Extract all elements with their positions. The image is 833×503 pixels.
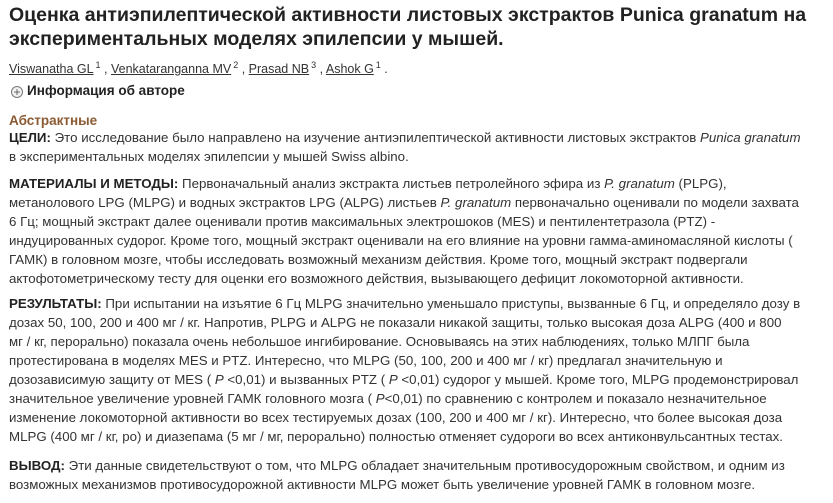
methods-text: индуцированных судорог. Кроме того, мощный экстракт оценивали на его влияние на уровни гамма-аминомасляной кислоты (: [9, 233, 793, 248]
author-list: [9, 57, 388, 77]
methods-text: (PLPG),: [674, 176, 727, 191]
results-text: <0,01) судорог у мышей. Кроме того, MLPG продемонстрировал: [397, 372, 799, 387]
abstract-conclusion: [9, 456, 825, 494]
author-info-label: Информация об авторе: [27, 83, 185, 98]
methods-text: первоначально оценивали по модели захвата: [511, 195, 799, 210]
methods-species: P. granatum: [604, 176, 675, 191]
results-text: протестирована в моделях MES и PTZ. Интересно, что MLPG (50, 100, 200 и 400 мг / кг) предлагал значительную и: [9, 353, 723, 368]
results-text: значительное увеличение уровней ГАМК головного мозга (: [9, 391, 376, 406]
goals-text: в экспериментальных моделях эпилепсии у мышей Swiss albino.: [9, 149, 409, 164]
methods-species: P. granatum: [440, 195, 512, 210]
abstract-methods: [9, 174, 825, 288]
results-text: мг / кг, перорально) показала очень небольшое ингибирование. Основываясь на этих наблюдениях, только МЛПГ была: [9, 334, 750, 349]
author-affiliation-1: 1: [95, 60, 101, 70]
author-link-2[interactable]: Venkataranganna MV: [110, 62, 232, 76]
results-text: дозозависимую защиту от MES (: [9, 372, 215, 387]
methods-label: МАТЕРИАЛЫ И МЕТОДЫ:: [9, 176, 179, 191]
author-separator: ,: [316, 62, 326, 76]
results-label: РЕЗУЛЬТАТЫ:: [9, 296, 102, 311]
results-text: MLPG (400 мг / кг, ро) и диазепама (5 мг / мг, перорально) полностью отменяет судороги во всех антиконвульсантных тестах.: [9, 429, 783, 444]
expand-plus-icon[interactable]: +: [11, 86, 23, 98]
methods-text: метанолового LPG (MLPG) и водных экстрактов LPG (ALPG) листьев: [9, 195, 441, 210]
author-separator: ,: [238, 62, 249, 76]
author-link-3[interactable]: Prasad NB: [248, 62, 310, 76]
results-text: изменение локомоторной активности во всех тестируемых дозах (100, 200 и 400 мг / кг). Интересно, что более высокая доза: [9, 410, 783, 425]
results-text: дозах 50, 100, 200 и 400 мг / кг. Напротив, PLPG и ALPG не показали никакой защиты, только высокая доза ALPG (400 и 800: [9, 315, 782, 330]
abstract-goals: [9, 128, 825, 166]
author-affiliation-3: 3: [311, 60, 317, 70]
goals-label: ЦЕЛИ:: [9, 130, 51, 145]
conclusion-text: Эти данные свидетельствуют о том, что MLPG обладает значительным противосудорожным свойством, и одним из: [64, 458, 785, 473]
p-value-symbol: P: [214, 372, 224, 387]
conclusion-text: возможных механизмов противосудорожной активности MLPG может быть увеличение уровней ГАМК в головном мозге.: [9, 477, 756, 492]
article-title-line-1: Оценка антиэпилептической активности листовых экстрактов Punica granatum на: [9, 4, 807, 26]
author-link-4[interactable]: Ashok G: [325, 62, 374, 76]
p-value-symbol: P: [375, 391, 385, 406]
author-separator: .: [380, 62, 388, 76]
article-title-line-2: экспериментальных моделях эпилепсии у мышей.: [9, 28, 504, 50]
author-info-toggle[interactable]: [11, 82, 185, 100]
results-text: <0,01) и вызванных PTZ (: [223, 372, 389, 387]
methods-text: актофотометрическому тесту для оценки его возможного действия, вызывающего дефицит локомоторной активности.: [9, 271, 744, 286]
goals-text: Это исследование было направлено на изучение антиэпилептической активности листовых экстрактов: [50, 130, 700, 145]
methods-text: ГАМК) в головном мозге, чтобы исследовать возможный механизм действия. Кроме того, мощный экстракт подвергали: [9, 252, 748, 267]
author-affiliation-4: 1: [375, 60, 381, 70]
results-text: При испытании на изъятие 6 Гц MLPG значительно уменьшало приступы, вызванные 6 Гц, и определяло дозу в: [101, 296, 801, 311]
results-text: <0,01) по сравнению с контролем и показало незначительное: [384, 391, 767, 406]
author-affiliation-2: 2: [233, 60, 239, 70]
article-title: [9, 3, 825, 51]
abstract-results: [9, 294, 825, 446]
author-link-1[interactable]: Viswanatha GL: [9, 62, 94, 76]
conclusion-label: ВЫВОД:: [9, 458, 65, 473]
methods-text: 6 Гц; мощный экстракт далее оценивали против максимальных электрошоков (MES) и пентилентетразола (PTZ) -: [9, 214, 716, 229]
abstract-heading: Абстрактные: [9, 113, 98, 128]
p-value-symbol: P: [388, 372, 398, 387]
author-separator: ,: [100, 62, 111, 76]
methods-text: Первоначальный анализ экстракта листьев петролейного эфира из: [178, 176, 605, 191]
goals-species: Punica granatum: [700, 130, 801, 145]
